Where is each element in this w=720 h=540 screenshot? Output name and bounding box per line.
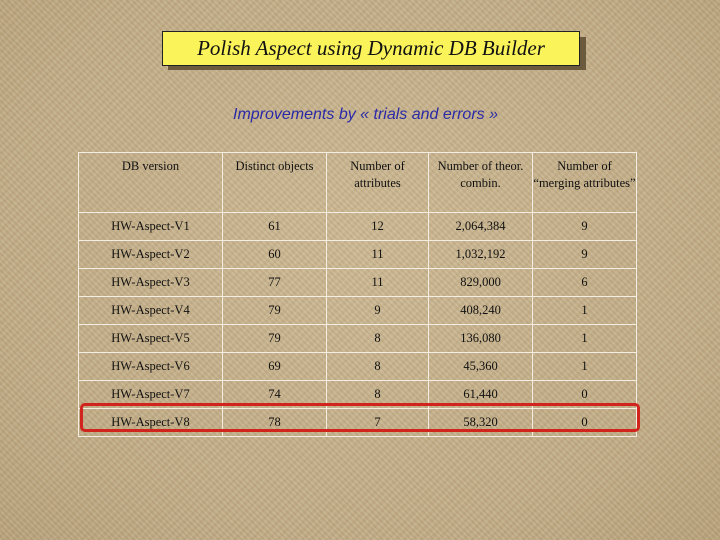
table-cell-distinct-objects: 74	[223, 381, 327, 409]
table-cell-db-version: HW-Aspect-V8	[79, 409, 223, 437]
table-cell-distinct-objects: 60	[223, 241, 327, 269]
table-cell-db-version: HW-Aspect-V3	[79, 269, 223, 297]
table-cell-merging-attributes: 1	[533, 325, 637, 353]
table-cell-db-version: HW-Aspect-V7	[79, 381, 223, 409]
table-cell-attributes: 9	[327, 297, 429, 325]
table-cell-distinct-objects: 79	[223, 297, 327, 325]
table-cell-merging-attributes: 1	[533, 353, 637, 381]
table-cell-distinct-objects: 61	[223, 213, 327, 241]
table-cell-combinations: 136,080	[429, 325, 533, 353]
table-cell-attributes: 7	[327, 409, 429, 437]
table-cell-combinations: 45,360	[429, 353, 533, 381]
table-cell-merging-attributes: 0	[533, 381, 637, 409]
table-cell-db-version: HW-Aspect-V4	[79, 297, 223, 325]
table-cell-combinations: 58,320	[429, 409, 533, 437]
table-row	[79, 269, 637, 297]
table-cell-merging-attributes: 9	[533, 241, 637, 269]
table-cell-attributes: 12	[327, 213, 429, 241]
table-row	[79, 353, 637, 381]
table-cell-attributes: 11	[327, 269, 429, 297]
slide-subtitle: Improvements by « trials and errors »	[233, 106, 498, 123]
column-header-number-of-attributes: Number of attributes	[327, 153, 429, 213]
table-row	[79, 325, 637, 353]
table-cell-distinct-objects: 69	[223, 353, 327, 381]
column-header-theor-combin: Number of theor. combin.	[429, 153, 533, 213]
column-header-db-version: DB version	[79, 153, 223, 213]
table-cell-distinct-objects: 79	[223, 325, 327, 353]
slide-title: Polish Aspect using Dynamic DB Builder	[162, 31, 580, 66]
table-cell-distinct-objects: 78	[223, 409, 327, 437]
table-cell-db-version: HW-Aspect-V5	[79, 325, 223, 353]
table-cell-merging-attributes: 0	[533, 409, 637, 437]
table-row	[79, 381, 637, 409]
table-row	[79, 241, 637, 269]
table-cell-db-version: HW-Aspect-V2	[79, 241, 223, 269]
table-cell-attributes: 11	[327, 241, 429, 269]
table-cell-db-version: HW-Aspect-V1	[79, 213, 223, 241]
table-cell-combinations: 2,064,384	[429, 213, 533, 241]
column-header-distinct-objects: Distinct objects	[223, 153, 327, 213]
results-table	[78, 152, 637, 437]
table-header-row	[79, 153, 637, 213]
table-cell-combinations: 61,440	[429, 381, 533, 409]
table-cell-combinations: 1,032,192	[429, 241, 533, 269]
table-cell-merging-attributes: 9	[533, 213, 637, 241]
table-row-highlighted	[79, 409, 637, 437]
column-header-merging-attributes: Number of “merging attributes”	[533, 153, 637, 213]
table-cell-attributes: 8	[327, 381, 429, 409]
table-cell-db-version: HW-Aspect-V6	[79, 353, 223, 381]
table-cell-distinct-objects: 77	[223, 269, 327, 297]
table-cell-combinations: 829,000	[429, 269, 533, 297]
table-cell-merging-attributes: 1	[533, 297, 637, 325]
table-cell-attributes: 8	[327, 353, 429, 381]
table-row	[79, 297, 637, 325]
table-cell-combinations: 408,240	[429, 297, 533, 325]
table-cell-merging-attributes: 6	[533, 269, 637, 297]
table-row	[79, 213, 637, 241]
table-cell-attributes: 8	[327, 325, 429, 353]
